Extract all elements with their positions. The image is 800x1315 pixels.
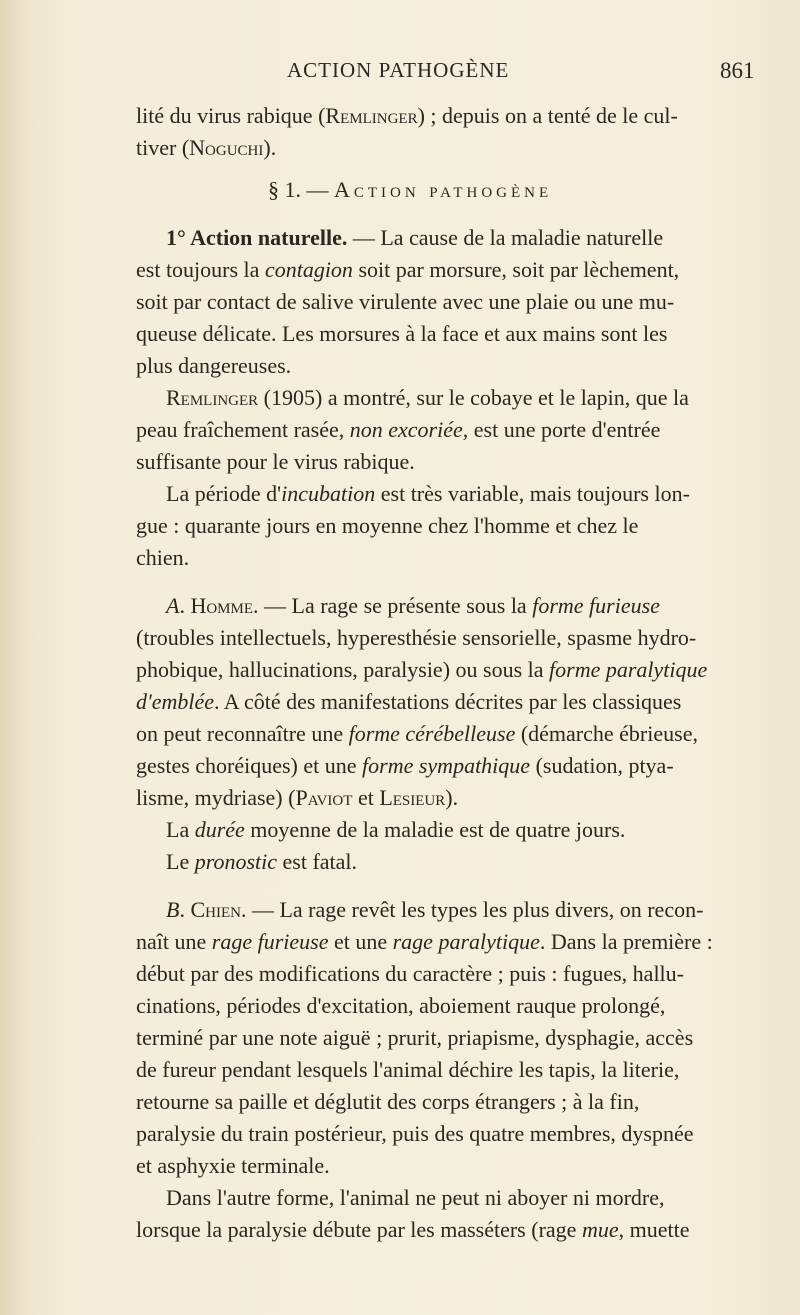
text-line (136, 894, 768, 926)
emphasis: durée (194, 817, 245, 842)
text: . — La rage se présente sous la (253, 593, 533, 618)
author-name: Noguchi (189, 135, 264, 160)
text: et une (328, 929, 393, 954)
paragraph-chien (136, 894, 768, 1182)
text: tiver ( (136, 135, 190, 160)
emphasis: rage paralytique (392, 929, 540, 954)
text: ). (263, 135, 277, 160)
text-line: plus dangereuses. (136, 353, 292, 378)
emphasis: incubation (281, 481, 376, 506)
text-line: retourne sa paille et déglutit des corps étrangers ; à la fin, (136, 1089, 640, 1114)
text-line (136, 926, 768, 958)
text: est toujours la (136, 257, 265, 282)
paragraph-homme (136, 590, 768, 814)
emphasis: pronostic (194, 849, 277, 874)
text: on peut reconnaître une (136, 721, 349, 746)
text-line: Dans l'autre forme, l'animal ne peut ni aboyer ni mordre, (166, 1185, 665, 1210)
spacer (136, 574, 768, 590)
text-line (136, 254, 768, 286)
text-line: et asphyxie terminale. (136, 1153, 330, 1178)
text: Le (166, 849, 195, 874)
text-line: cinations, périodes d'excitation, aboiement rauque prolongé, (136, 993, 666, 1018)
text-line (136, 382, 768, 414)
text: lorsque la paralysie débute par les masséters (rage (136, 1217, 582, 1242)
section-title (136, 174, 768, 206)
text-line: paralysie du train postérieur, puis des quatre membres, dyspnée (136, 1121, 694, 1146)
text: gestes choréiques) et une (136, 753, 363, 778)
emphasis: mue (581, 1217, 619, 1242)
text-line (136, 782, 768, 814)
text-line: queuse délicate. Les morsures à la face et aux mains sont les (136, 321, 668, 346)
section-number: § 1. — (268, 177, 334, 202)
text: (démarche ébrieuse, (515, 721, 698, 746)
author-name: Paviot (295, 785, 353, 810)
text: . Dans la première : (539, 929, 713, 954)
page-body (136, 100, 768, 1246)
author-name: Lesieur (379, 785, 446, 810)
emphasis: non excoriée, (349, 417, 469, 442)
paragraph-continuation (136, 100, 768, 164)
text: . (179, 593, 191, 618)
text-line (136, 132, 768, 164)
text-line (136, 222, 768, 254)
text-line: chien. (136, 545, 190, 570)
paragraph-autre-forme (136, 1182, 768, 1246)
text-line (136, 846, 768, 878)
paragraph-pronostic (136, 846, 768, 878)
text-line: de fureur pendant lesquels l'animal déchire les tapis, la literie, (136, 1057, 680, 1082)
subsection-letter: B (166, 897, 180, 922)
text: . A côté des manifestations décrites par les classiques (214, 689, 682, 714)
text-line (136, 590, 768, 622)
text-line (136, 750, 768, 782)
text-line: gue : quarante jours en moyenne chez l'homme et chez le (136, 513, 639, 538)
text: La période d' (166, 481, 282, 506)
text: lité du virus rabique ( (136, 103, 326, 128)
paragraph-incubation (136, 478, 768, 574)
text-line (136, 100, 768, 132)
text: moyenne de la maladie est de quatre jours. (244, 817, 626, 842)
page-header (0, 58, 800, 98)
text-line (136, 414, 768, 446)
text: est très variable, mais toujours lon- (375, 481, 690, 506)
text-line: terminé par une note aiguë ; prurit, priapisme, dysphagie, accès (136, 1025, 694, 1050)
running-head: ACTION PATHOGÈNE (287, 58, 510, 82)
text: peau fraîchement rasée, (136, 417, 350, 442)
emphasis: forme furieuse (532, 593, 660, 618)
emphasis: forme sympathique (362, 753, 531, 778)
emphasis: d'emblée (136, 689, 214, 714)
page-number: 861 (720, 58, 755, 83)
text-line (136, 478, 768, 510)
text-line: (troubles intellectuels, hyperesthésie sensorielle, spasme hydro- (136, 625, 697, 650)
spacer (136, 878, 768, 894)
paragraph-duree (136, 814, 768, 846)
subsection-heading: Homme (190, 593, 254, 618)
text: La (166, 817, 195, 842)
text: (sudation, ptya- (530, 753, 674, 778)
text: ) ; depuis on a tenté de le cul- (417, 103, 678, 128)
text: , muette (618, 1217, 690, 1242)
paragraph-action-naturelle (136, 222, 768, 382)
text: soit par morsure, soit par lèchement, (352, 257, 680, 282)
text: et (352, 785, 380, 810)
text: ). (445, 785, 459, 810)
subsection-heading: Chien (190, 897, 241, 922)
text-line: soit par contact de salive virulente avec une plaie ou une mu- (136, 289, 675, 314)
text: . — La rage revêt les types les plus divers, on recon- (240, 897, 704, 922)
subsection-letter: A (166, 593, 180, 618)
section-heading: Action pathogène (334, 177, 553, 202)
text: phobique, hallucinations, paralysie) ou sous la (136, 657, 550, 682)
text: est une porte d'entrée (468, 417, 661, 442)
text-line (136, 814, 768, 846)
text: naît une (136, 929, 212, 954)
author-name: Remlinger (325, 103, 418, 128)
text-line: suffisante pour le virus rabique. (136, 449, 415, 474)
text-line (136, 654, 768, 686)
text-line: début par des modifications du caractère ; puis : fugues, hallu- (136, 961, 684, 986)
emphasis: rage furieuse (211, 929, 329, 954)
emphasis: forme cérébelleuse (348, 721, 516, 746)
author-name: Remlinger (166, 385, 259, 410)
text: est fatal. (277, 849, 358, 874)
text: lisme, mydriase) ( (136, 785, 296, 810)
text: (1905) a montré, sur le cobaye et le lapin, que la (258, 385, 689, 410)
paragraph-remlinger (136, 382, 768, 478)
text: . (179, 897, 191, 922)
text-line (136, 686, 768, 718)
text-line (136, 1214, 768, 1246)
emphasis: contagion (264, 257, 353, 282)
text-line (136, 718, 768, 750)
text: — La cause de la maladie naturelle (347, 225, 664, 250)
subsection-heading: 1° Action naturelle. (166, 225, 348, 250)
emphasis: forme paralytique (549, 657, 708, 682)
